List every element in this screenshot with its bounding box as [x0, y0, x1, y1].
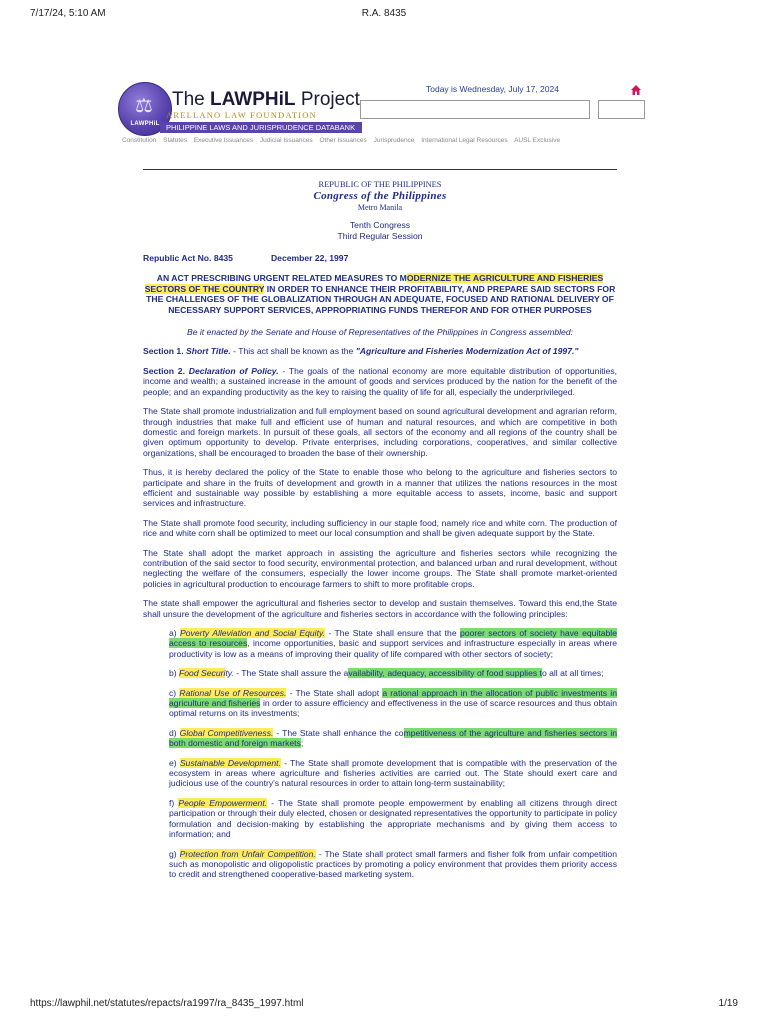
principle-a [169, 628, 617, 659]
principle-b-title-rest: ty. [225, 668, 234, 679]
site-title[interactable] [172, 89, 360, 111]
principle-f [169, 798, 617, 840]
principle-g-text: - The State shall protect small farmers and fisher folk from unfair competition such as monopolistic and oligopolistic practices by promoting a policy environment that provides them priority access to credit and strengthened cooperative-based marketing system. [169, 848, 617, 880]
session-heading: Third Regular Session [337, 230, 423, 241]
nav-statutes[interactable]: Statutes [163, 137, 187, 144]
paragraph-food-security: The State shall promote food security, including sufficiency in our staple food, namely rice and white corn. The production of rice and white corn shall be optimized to meet our local consumption and shall be given adequate support by the State. [143, 517, 617, 539]
principle-g-title: Protection from Unfair Competition. [179, 848, 316, 859]
home-icon[interactable] [630, 84, 642, 96]
print-footer [30, 998, 738, 1012]
principle-g [169, 849, 617, 880]
foundation-name: ARELLANO LAW FOUNDATION [166, 110, 317, 120]
title-suffix: Project [300, 89, 360, 110]
republic-heading: REPUBLIC OF THE PHILIPPINES [318, 180, 442, 189]
principle-b-highlight: vailability, adequacy, accessibility of food supplies t [348, 668, 542, 679]
paragraph-policy: Thus, it is hereby declared the policy of the State to enable those who belong to the agriculture and fisheries sectors to participate and share in the fruits of development and growth in a manner that utilizes the nations resources in the most efficient and sustainable way possible by establishing a more equitable access to assets, income, basic and support services and infrastructure. [143, 467, 617, 509]
nav-international-legal-resources[interactable]: International Legal Resources [421, 137, 508, 144]
scales-of-justice-icon: ⚖ [135, 95, 153, 117]
principle-a-title: Poverty Alleviation and Social Equity. [180, 628, 326, 638]
main-nav [122, 137, 642, 144]
paragraph-empowerment: The state shall empower the agricultural and fisheries sector to develop and sustain themselves. Toward this end,the State shall unsure the development of the agriculture and fisheries sectors in accordance with the following principles: [143, 598, 617, 619]
principle-a-prefix: a) [169, 628, 181, 638]
logo-tag: LAWPHiL [130, 121, 160, 127]
principle-c-highlight: a rational approach in the allocation of public investments in agriculture and fisheries [169, 687, 617, 709]
principle-e [169, 758, 617, 789]
section-1 [143, 346, 617, 356]
paragraph-industrialization: The State shall promote industrialization and full employment based on sound agricultural development and agrarian reform, through industries that make full and efficient use of human and natural resources, and which are competitive in both domestic and foreign markets. In pursuit of these goals, all sectors of the economy and all regions of the country shall be given optimum opportunity to develop. Private enterprises, including corporations, cooperatives, and similar collective organizations, shall be encouraged to broaden the base of their ownership. [143, 406, 617, 458]
print-url: https://lawphil.net/statutes/repacts/ra1997/ra_8435_1997.html [30, 998, 304, 1009]
principle-a-text-rest: , income opportunities, basic and support services and infrastructure especially in areas where productivity is low as a means of improving their quality of life compared with other sectors of society; [169, 638, 617, 659]
nav-jurisprudence[interactable]: Jurisprudence [373, 137, 415, 144]
principle-c-title: Rational Use of Resources. [179, 687, 287, 698]
principle-g-prefix: g) [169, 848, 180, 859]
act-number-line [143, 253, 617, 263]
section-1-text: - This act shall be known as the [230, 346, 356, 357]
principle-c-prefix: c) [169, 687, 180, 698]
act-number: Republic Act No. 8435 [143, 253, 233, 264]
act-title [143, 273, 617, 315]
principle-b-text: - The State shall assure the a [233, 668, 349, 679]
databank-band: PHILIPPINE LAWS AND JURISPRUDENCE DATABANK [160, 122, 362, 133]
section-1-title: Short Title. [185, 346, 231, 357]
principle-e-title: Sustainable Development. [179, 757, 281, 768]
congress-number: Tenth Congress [349, 220, 411, 231]
principle-c [169, 688, 617, 719]
principle-d-highlight: mpetitiveness of the agriculture and fisheries sectors in both domestic and foreign markets [169, 727, 618, 749]
title-brand: LAWPHiL [210, 89, 296, 110]
principle-c-text: - The State shall adopt [286, 687, 383, 698]
document [143, 180, 617, 889]
act-title-highlight: ODERNIZE THE AGRICULTURE AND FISHERIES SECTORS OF THE COUNTRY [144, 273, 604, 294]
principle-d-text-rest: ; [300, 738, 304, 749]
print-header [30, 8, 738, 24]
section-2-label: Section 2. [143, 365, 185, 376]
nav-judicial-issuances[interactable]: Judicial Issuances [259, 137, 313, 144]
principle-d-text: - The State shall enhance the co [273, 727, 404, 738]
title-prefix: The [172, 89, 205, 110]
divider [143, 169, 617, 170]
act-title-part-a: AN ACT PRESCRIBING URGENT RELATED MEASURES TO M [156, 273, 407, 284]
principle-a-text: - The State shall ensure that the [325, 628, 461, 638]
section-2 [143, 366, 617, 397]
print-title: R.A. 8435 [361, 8, 407, 19]
nav-constitution[interactable]: Constitution [122, 137, 157, 144]
principle-e-prefix: e) [169, 757, 180, 768]
principle-f-text: - The State shall promote people empowerment by enabling all citizens through direct participation or through their duly elected, chosen or designated representatives the opportunity to participate in policy formulation and decision-making by establishing the appropriate mechanisms and by giving them access to information; and [169, 797, 618, 840]
nav-executive-issuances[interactable]: Executive Issuances [193, 137, 254, 144]
today-date: Today is Wednesday, July 17, 2024 [426, 84, 559, 94]
search-input[interactable] [360, 100, 590, 119]
act-date: December 22, 1997 [270, 253, 349, 264]
section-1-name: "Agriculture and Fisheries Modernization Act of 1997." [355, 346, 579, 357]
print-page-number: 1/19 [718, 998, 738, 1009]
principle-f-prefix: f) [169, 797, 179, 808]
section-2-text: - The goals of the national economy are more equitable distribution of opportunities, income and wealth; a sustained increase in the amount of goods and services produced by the nation for the benefit of the people; and an expanding productivity as the key to raising the quality of life for all, especially the underprivileged. [143, 365, 618, 397]
principle-b-title: Food Securi [179, 668, 226, 679]
act-title-part-c: IN ORDER TO ENHANCE THEIR PROFITABILITY, AND PREPARE SAID SECTORS FOR THE CHALLENGES OF THE GLOBALIZATION THROUGH AN ADEQUATE, FOCUSED AND RATIONAL DELIVERY OF NECESSARY SUPPORT SERVICES, APPROPRIATING FUNDS THEREFOR AND FOR OTHER PURPOSES [146, 283, 616, 315]
principle-b-text-rest: o all at all times; [541, 668, 604, 679]
principle-d-title: Global Competitiveness. [179, 727, 274, 738]
paragraph-market-approach: The State shall adopt the market approach in assisting the agriculture and fisheries sectors while recognizing the contribution of the said sector to food security, environmental protection, and balanced urban and rural development, without neglecting the welfare of the consumers, especially the lower income groups. The State shall promote market-oriented policies in agricultural production to encourage farmers to shift to more profitable crops. [143, 547, 617, 589]
principle-d-prefix: d) [169, 727, 180, 738]
nav-ausl-exclusive[interactable]: AUSL Exclusive [514, 137, 561, 144]
principle-e-text: - The State shall promote development that is compatible with the preservation of the ecosystem in areas where agriculture and fisheries activities are carried out. The State should exert care and judicious use of the country's natural resources in order to attain long-term sustainability; [169, 757, 617, 789]
principle-f-title: People Empowerment. [178, 797, 268, 808]
principle-a-highlight: poorer sectors of society have equitable access to resources [169, 628, 617, 649]
section-1-label: Section 1. [143, 346, 184, 357]
print-datetime: 7/17/24, 5:10 AM [30, 8, 106, 19]
principle-c-text-rest: in order to assure efficiency and effectiveness in the use of scarce resources and thus obtain optimal returns on its investments; [169, 698, 617, 719]
nav-other-issuances[interactable]: Other Issuances [319, 137, 367, 144]
principle-b [169, 668, 617, 678]
enacting-clause: Be it enacted by the Senate and House of Representatives of the Philippines in Congress assembled: [186, 327, 573, 338]
principle-d [169, 728, 617, 749]
search-button[interactable] [598, 100, 645, 119]
section-2-title: Declaration of Policy. [188, 365, 279, 376]
metro-heading: Metro Manila [357, 202, 403, 212]
congress-heading: Congress of the Philippines [313, 190, 447, 203]
principle-b-prefix: b) [169, 668, 180, 679]
